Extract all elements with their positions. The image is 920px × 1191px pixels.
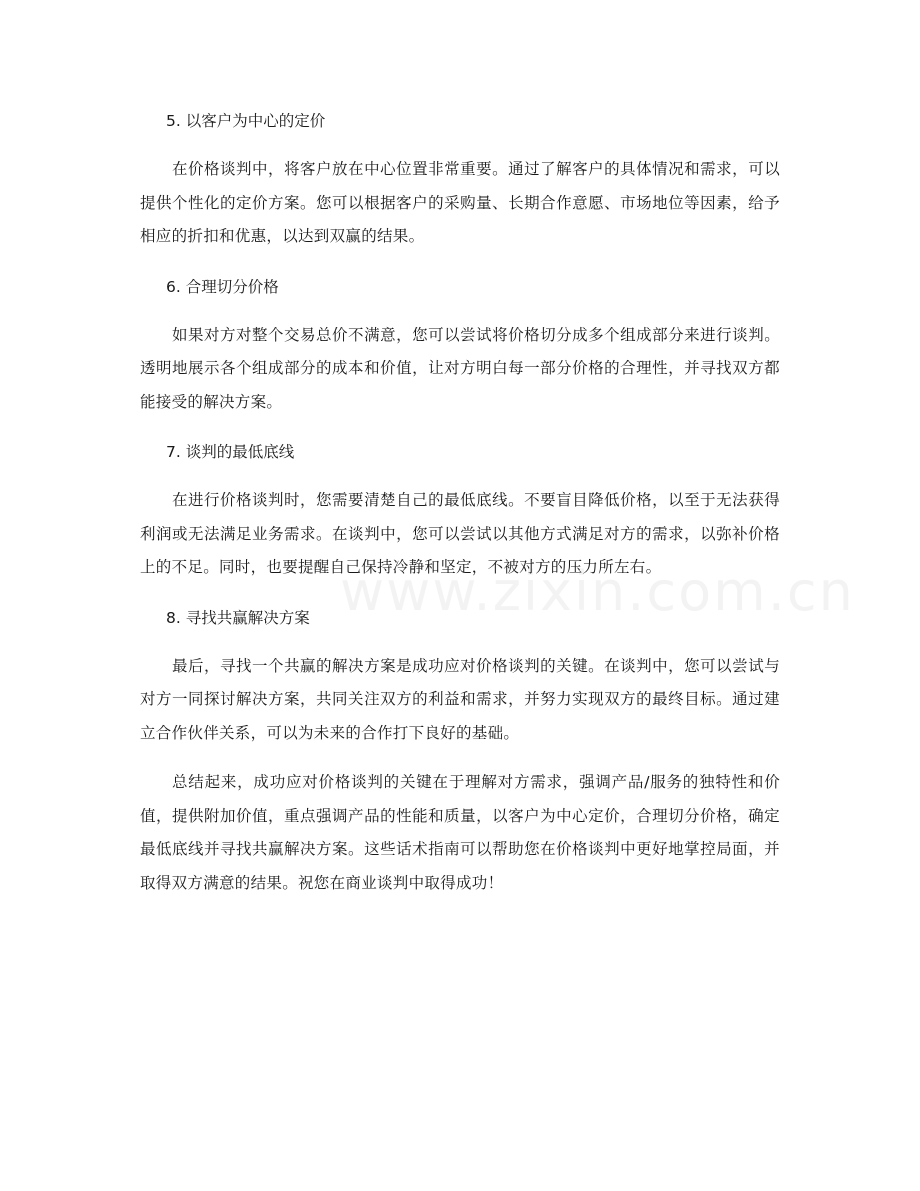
section-7-paragraph: 在进行价格谈判时，您需要清楚自己的最低底线。不要盲目降低价格，以至于无法获得利润或无法满足业务需求。在谈判中，您可以尝试以其他方式满足对方的需求，以弥补价格上的不足。同时，也要提醒自己保持冷静和坚定，不被对方的压力所左右。 bbox=[140, 491, 780, 576]
section-5-heading: 5. 以客户为中心的定价 bbox=[166, 112, 326, 130]
section-5-paragraph: 在价格谈判中，将客户放在中心位置非常重要。通过了解客户的具体情况和需求，可以提供个性化的定价方案。您可以根据客户的采购量、长期合作意愿、市场地位等因素，给予相应的折扣和优惠，以达到双赢的结果。 bbox=[140, 160, 780, 245]
section-6-heading: 6. 合理切分价格 bbox=[166, 277, 279, 296]
section-6-paragraph: 如果对方对整个交易总价不满意，您可以尝试将价格切分成多个组成部分来进行谈判。透明地展示各个组成部分的成本和价值，让对方明白每一部分价格的合理性，并寻找双方都能接受的解决方案。 bbox=[140, 325, 780, 411]
document-body bbox=[140, 104, 780, 916]
section-7-heading: 7. 谈判的最低底线 bbox=[166, 443, 295, 461]
conclusion-paragraph: 总结起来，成功应对价格谈判的关键在于理解对方需求，强调产品/服务的独特性和价值，提供附加价值，重点强调产品的性能和质量，以客户为中心定价，合理切分价格，确定最低底线并寻找共赢解决方案。这些话术指南可以帮助您在价格谈判中更好地掌控局面，并取得双方满意的结果。祝您在商业谈判中取得成功！ bbox=[140, 773, 780, 892]
section-8-paragraph: 最后，寻找一个共赢的解决方案是成功应对价格谈判的关键。在谈判中，您可以尝试与对方一同探讨解决方案，共同关注双方的利益和需求，并努力实现双方的最终目标。通过建立合作伙伴关系，可以为未来的合作打下良好的基础。 bbox=[140, 656, 780, 742]
section-8-heading: 8. 寻找共赢解决方案 bbox=[166, 608, 310, 627]
